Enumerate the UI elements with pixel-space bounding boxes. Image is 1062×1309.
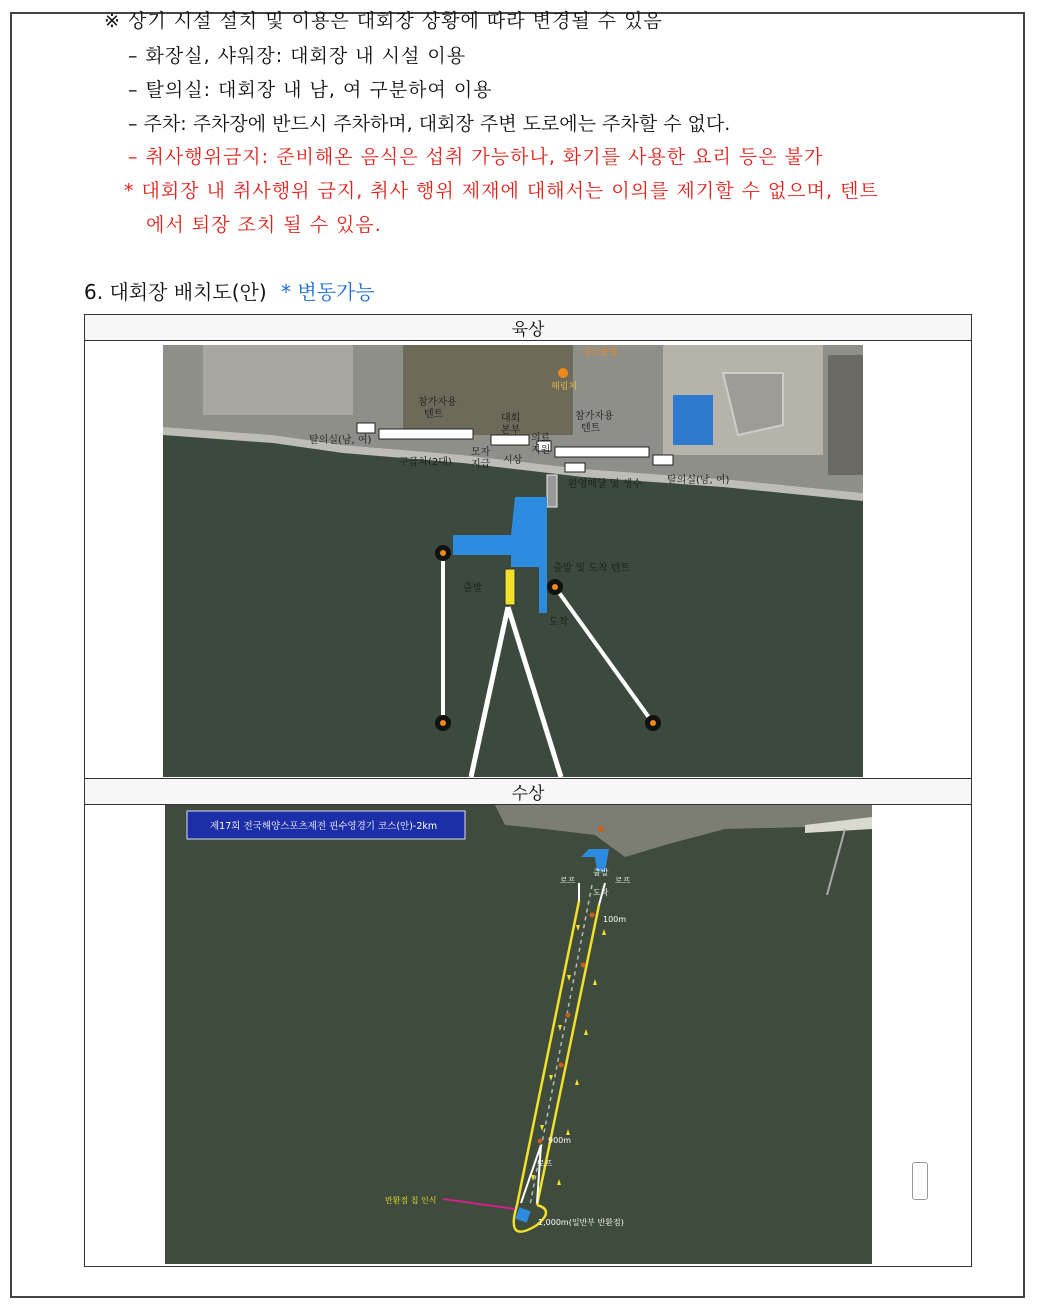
land-header: 육상	[85, 315, 972, 341]
land-cell	[85, 341, 972, 779]
svg-text:참가자용: 참가자용	[418, 397, 457, 408]
svg-text:골든튤립: 골든튤립	[583, 348, 618, 358]
svg-text:로프: 로프	[615, 876, 631, 885]
note-cooking-ban: – 취사행위금지: 준비해온 음식은 섭취 가능하나, 화기를 사용한 요리 등은 불가	[128, 146, 824, 168]
svg-text:완영메달 및 생수: 완영메달 및 생수	[568, 479, 642, 490]
svg-text:900m: 900m	[548, 1136, 572, 1145]
note-warning-line1: * 대회장 내 취사행위 금지, 취사 행위 제재에 대해서는 이의를 제기할 수 없으며, 텐트	[124, 180, 879, 202]
section-title	[84, 276, 375, 305]
water-cell	[85, 805, 972, 1267]
water-header: 수상	[85, 779, 972, 805]
note-item-locker: – 탈의실: 대회장 내 남, 여 구분하여 이용	[128, 79, 493, 101]
svg-text:참가자용: 참가자용	[575, 411, 614, 422]
svg-text:지급: 지급	[471, 459, 491, 470]
section-title-text: 6. 대회장 배치도(안)	[84, 280, 267, 304]
scroll-handle[interactable]	[912, 1162, 928, 1200]
svg-text:텐트: 텐트	[424, 409, 444, 420]
svg-text:출발: 출발	[463, 583, 483, 594]
svg-text:지원: 지원	[531, 445, 551, 456]
svg-text:구급차(2대): 구급차(2대)	[399, 457, 452, 468]
svg-text:제17회 전국해양스포츠제전 핀수영경기 코스(안)-2km: 제17회 전국해양스포츠제전 핀수영경기 코스(안)-2km	[210, 821, 438, 832]
note-warning-line2: 에서 퇴장 조치 될 수 있음.	[146, 214, 382, 236]
svg-text:도착: 도착	[549, 617, 569, 628]
svg-text:의료: 의료	[531, 433, 551, 444]
water-map	[165, 805, 872, 1264]
svg-text:탈의실(남, 여): 탈의실(남, 여)	[667, 475, 730, 486]
svg-text:로프: 로프	[537, 1159, 553, 1168]
note-item-parking: – 주차: 주차장에 반드시 주차하며, 대회장 주변 도로에는 주차할 수 없다.	[128, 113, 731, 135]
note-item-restroom: – 화장실, 샤워장: 대회장 내 시설 이용	[128, 45, 467, 67]
svg-text:출발 및 도착 텐트: 출발 및 도착 텐트	[553, 563, 631, 574]
svg-text:해림처: 해림처	[551, 382, 578, 392]
svg-text:텐트: 텐트	[581, 423, 601, 434]
notes-header: ※ 상기 시설 설치 및 이용은 대회장 상황에 따라 변경될 수 있음	[104, 10, 663, 32]
section-note: * 변동가능	[281, 280, 375, 304]
svg-text:1,000m(일반부 반환점): 1,000m(일반부 반환점)	[538, 1218, 624, 1227]
svg-text:모자: 모자	[471, 447, 491, 458]
svg-text:로프: 로프	[560, 876, 576, 885]
svg-text:본부: 본부	[501, 425, 521, 436]
svg-text:시상: 시상	[503, 455, 523, 466]
svg-text:대회: 대회	[501, 413, 521, 424]
svg-text:반환점 칩 인식: 반환점 칩 인식	[385, 1196, 437, 1205]
svg-text:탈의실(남, 여): 탈의실(남, 여)	[309, 435, 372, 446]
svg-text:100m: 100m	[603, 915, 627, 924]
land-map	[163, 345, 863, 777]
venue-layout-table	[84, 314, 972, 1267]
svg-text:도착: 도착	[593, 888, 609, 897]
svg-text:출발: 출발	[593, 868, 609, 877]
